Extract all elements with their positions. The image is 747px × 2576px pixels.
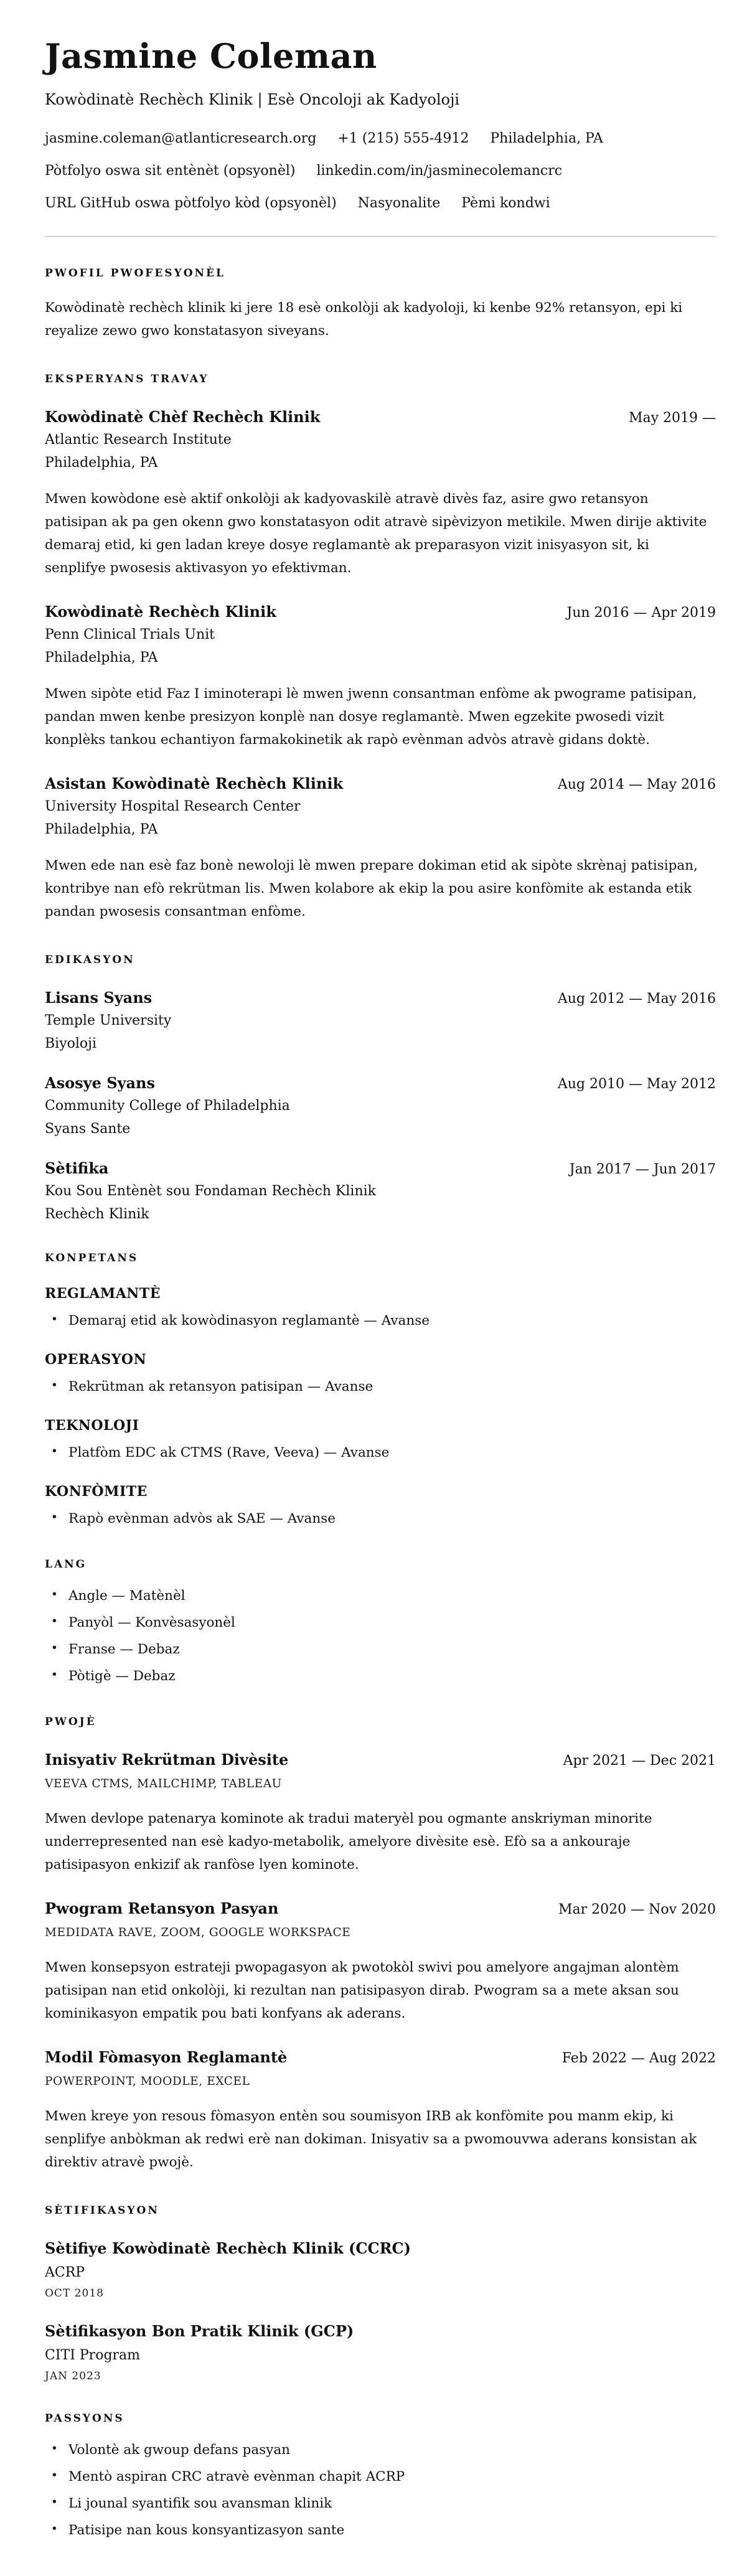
skill-item: • Demaraj etid ak kowòdinasyon reglamantè — Avanse (45, 1312, 716, 1330)
job-description: Mwen sipòte etid Faz I iminoterapi lè mwen jwenn consantman enfòme ak pwograme patisipan, pandan mwen kenbe presizyon konplè nan dosye reglamantè. Mwen egzekite pwosedi vizit konplèks tankou echantiyon farmakokinetik ak rapò evènman advòs atravè gidans doktè. (45, 685, 697, 748)
project-description: Mwen konsepsyon estrateji pwopagasyon ak pwotokòl swivi pou amelyore angajman alontèm patisipan nan etid onkolòji, ki rezultan nan patisipasyon dirab. Pwogram sa a mete aksan sou kominikasyon empatik pou bati konfyans ak aderans. (45, 1960, 679, 2022)
job-company: University Hospital Research Center (45, 798, 301, 814)
job-description: Mwen ede nan esè faz bonè newoloji lè mwen prepare dokiman etid ak sipòte skrènaj patisipan, kontribye nan efò rekrütman lis. Mwen kolabore ak ekip la pou asire konfòmite ak estanda etik pandan pwosesis consantman enfòme. (45, 857, 698, 919)
resume-header (45, 36, 716, 211)
job-title: Kowòdinatè Chèf Rechèch Klinik (45, 407, 321, 426)
project-item-header (45, 2048, 716, 2066)
job-dates: Aug 2014 — May 2016 (557, 776, 716, 792)
email-text: jasmine.coleman@atlanticresearch.org (45, 131, 317, 146)
project-dates: Feb 2022 — Aug 2022 (561, 2051, 716, 2067)
certification-item (45, 2239, 716, 2300)
job-title: Kowòdinatè Rechèch Klinik (45, 602, 276, 621)
project-tools: POWERPOINT, MOODLE, EXCEL (45, 2075, 250, 2089)
project-item (45, 1899, 716, 2026)
language-item: • Angle — Matènèl (45, 1587, 716, 1605)
school-name: Kou Sou Entènèt sou Fondaman Rechèch Klinik (45, 1183, 376, 1199)
certifications-heading: SÈTIFIKASYON (45, 2204, 159, 2217)
job-company: Penn Clinical Trials Unit (45, 626, 215, 642)
project-item (45, 2048, 716, 2174)
phone-text: +1 (215) 555-4912 (337, 131, 469, 146)
contact-row-1 (45, 131, 716, 146)
certification-date: JAN 2023 (45, 2370, 101, 2383)
github-label: URL GitHub oswa pòtfolyo kòd (opsyonèl) (45, 195, 337, 211)
school-name: Temple University (45, 1012, 172, 1028)
education-item (45, 1074, 716, 1137)
contact-row-2 (45, 163, 716, 179)
degree-title: Sètifika (45, 1159, 109, 1177)
passion-item: • Li jounal syantifik sou avansman klinik (45, 2494, 716, 2513)
section-languages (45, 1558, 716, 1686)
person-name: Jasmine Coleman (45, 36, 377, 76)
location-text: Philadelphia, PA (490, 131, 603, 146)
education-dates: Aug 2012 — May 2016 (557, 990, 716, 1007)
skill-list (45, 1444, 716, 1462)
passion-item: • Patisipe nan kous konsyantizasyon sante (45, 2521, 716, 2540)
experience-item (45, 603, 716, 752)
passions-heading: PASSYONS (45, 2412, 125, 2425)
project-dates: Mar 2020 — Nov 2020 (558, 1902, 716, 1918)
language-item: • Pòtigè — Debaz (45, 1667, 716, 1686)
project-item (45, 1751, 716, 1877)
education-item-header (45, 989, 716, 1007)
certification-title: Sètifikasyon Bon Pratik Klinik (GCP) (45, 2322, 354, 2341)
experience-item-header (45, 603, 716, 621)
certification-item (45, 2322, 716, 2382)
certification-item-header (45, 2239, 716, 2257)
job-dates: May 2019 — (628, 410, 716, 426)
section-skills (45, 1252, 716, 1528)
job-title: Asistan Kowòdinatè Rechèch Klinik (45, 774, 344, 792)
project-item-header (45, 1899, 716, 1917)
nationality-label: Nasyonalite (357, 195, 441, 211)
job-company: Atlantic Research Institute (45, 431, 232, 448)
project-tools: MEDIDATA RAVE, ZOOM, GOOGLE WORKSPACE (45, 1926, 351, 1940)
education-dates: Aug 2010 — May 2012 (557, 1076, 716, 1092)
profile-summary: Kowòdinatè rechèch klinik ki jere 18 esè onkolòji ak kadyoloji, ki kenbe 92% retansyon, epi ki reyalize zewo gwo konstatasyon siveyans. (45, 300, 683, 339)
project-tools: VEEVA CTMS, MAILCHIMP, TABLEAU (45, 1777, 282, 1791)
language-item: • Franse — Debaz (45, 1640, 716, 1659)
experience-heading: EKSPERYANS TRAVAY (45, 372, 209, 385)
degree-title: Asosye Syans (45, 1073, 156, 1092)
projects-heading: PWOJÈ (45, 1716, 96, 1729)
education-item (45, 989, 716, 1051)
portfolio-label: Pòtfolyo oswa sit entènèt (opsyonèl) (45, 163, 296, 179)
job-location: Philadelphia, PA (45, 649, 158, 665)
project-dates: Apr 2021 — Dec 2021 (563, 1753, 716, 1769)
certification-org: ACRP (45, 2265, 85, 2281)
passion-list (45, 2441, 716, 2540)
language-list (45, 1587, 716, 1686)
section-projects (45, 1716, 716, 2174)
passion-item: • Volontè ak gwoup defans pasyan (45, 2441, 716, 2460)
field-of-study: Syans Sante (45, 1121, 131, 1137)
section-profile (45, 267, 716, 343)
skill-item: • Rapò evènman advòs ak SAE — Avanse (45, 1510, 716, 1528)
skill-category-name: TEKNOLOJI (45, 1417, 139, 1434)
field-of-study: Biyoloji (45, 1035, 97, 1051)
project-title: Inisyativ Rekrütman Divèsite (45, 1751, 289, 1769)
job-description: Mwen kowòdone esè aktif onkolòji ak kadyovaskilè atravè divès faz, asire gwo retansyon patisipan ak pa gen okenn gwo konstatasyon odit atravè sipèvizyon metikile. Mwen dirije aktivite demaraj etid, ki gen ladan kreye dosye reglamantè ak preparasyon vizit inisyasyon sit, ki senplifye pwosesis aktivasyon yo efektivman. (45, 491, 707, 576)
license-label: Pèmi kondwi (461, 195, 550, 211)
school-name: Community College of Philadelphia (45, 1098, 290, 1114)
section-certifications (45, 2204, 716, 2382)
skill-category-name: REGLAMANTÈ (45, 1285, 161, 1302)
passion-item: • Mentò aspiran CRC atravè evènman chapit ACRP (45, 2468, 716, 2486)
education-item-header (45, 1159, 716, 1177)
job-location: Philadelphia, PA (45, 821, 158, 837)
skills-heading: KONPETANS (45, 1251, 139, 1264)
skill-category-name: OPERASYON (45, 1351, 147, 1368)
certification-title: Sètifiye Kowòdinatè Rechèch Klinik (CCRC) (45, 2239, 411, 2258)
profile-heading: PWOFIL PWOFESYONÈL (45, 267, 225, 280)
certification-org: CITI Program (45, 2348, 141, 2364)
certification-item-header (45, 2322, 716, 2340)
skill-list (45, 1510, 716, 1528)
headline: Kowòdinatè Rechèch Klinik | Esè Oncoloji ak Kadyoloji (45, 91, 460, 108)
header-divider (45, 236, 716, 237)
project-title: Pwogram Retansyon Pasyan (45, 1899, 279, 1918)
education-item (45, 1159, 716, 1222)
degree-title: Lisans Syans (45, 988, 153, 1007)
skill-item: • Rekrütman ak retansyon patisipan — Avanse (45, 1378, 716, 1396)
linkedin-text: linkedin.com/in/jasminecolemancrc (316, 163, 563, 179)
section-education (45, 954, 716, 1222)
job-location: Philadelphia, PA (45, 454, 158, 471)
education-dates: Jan 2017 — Jun 2017 (569, 1161, 716, 1177)
project-description: Mwen devlope patenarya kominote ak tradui materyèl pou ogmante anskriyman minorite underrepresented nan esè kadyo-metabolik, amelyore divèsite esè. Efò sa a ankouraje patisipasyon enkizif ak ranfòse lyen kominote. (45, 1811, 652, 1873)
job-dates: Jun 2016 — Apr 2019 (566, 604, 716, 621)
skill-item: • Platfòm EDC ak CTMS (Rave, Veeva) — Avanse (45, 1444, 716, 1462)
languages-heading: LANG (45, 1558, 87, 1571)
education-item-header (45, 1074, 716, 1092)
section-passions (45, 2412, 716, 2540)
project-description: Mwen kreye yon resous fòmasyon entèn sou soumisyon IRB ak konfòmite pou manm ekip, ki senplifye anbòkman ak redwi erè nan dokiman. Inisyativ sa a pwomouvwa aderans konsistan ak direktiv atravè pwojè. (45, 2108, 697, 2171)
project-item-header (45, 1751, 716, 1769)
education-heading: EDIKASYON (45, 953, 135, 966)
experience-item (45, 774, 716, 924)
skill-category-name: KONFÒMITE (45, 1483, 148, 1500)
certification-date: OCT 2018 (45, 2287, 104, 2300)
field-of-study: Rechèch Klinik (45, 1206, 149, 1222)
section-experience (45, 373, 716, 924)
experience-item-header (45, 774, 716, 792)
experience-item-header (45, 408, 716, 426)
skill-list (45, 1378, 716, 1396)
experience-item (45, 408, 716, 580)
project-title: Modil Fòmasyon Reglamantè (45, 2048, 288, 2067)
language-item: • Panyòl — Konvèsasyonèl (45, 1614, 716, 1632)
skill-list (45, 1312, 716, 1330)
contact-row-3 (45, 195, 716, 211)
